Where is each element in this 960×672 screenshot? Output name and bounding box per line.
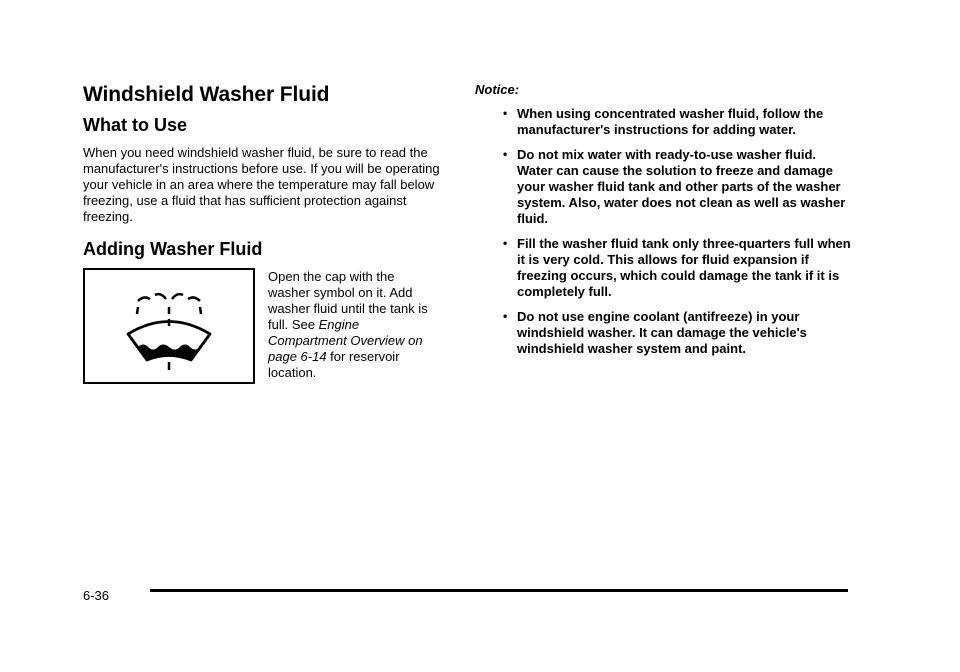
page-number: 6-36: [83, 588, 110, 603]
windshield-washer-symbol-icon: [124, 281, 214, 371]
bullet-icon: •: [503, 106, 508, 120]
bullet-icon: •: [503, 147, 508, 161]
notice-item-text: When using concentrated washer fluid, follow the manufacturer's instructions for adding water.: [517, 106, 824, 137]
what-to-use-heading: What to Use: [83, 115, 188, 136]
adding-washer-fluid-heading: Adding Washer Fluid: [83, 238, 263, 259]
left-column: [83, 82, 453, 384]
bullet-icon: •: [503, 309, 508, 323]
notice-list: [475, 106, 855, 357]
notice-label: Notice:: [475, 82, 520, 97]
notice-item: [503, 309, 855, 357]
notice-item-text: Do not use engine coolant (antifreeze) in your windshield washer. It can damage the vehicle's windshield washer system and paint.: [517, 309, 807, 356]
notice-item: [503, 106, 855, 138]
bullet-icon: •: [503, 236, 508, 250]
notice-item-text: Fill the washer fluid tank only three-quarters full when it is very cold. This allows for fluid expansion if freezing occurs, which could damage the tank if it is completely full.: [517, 236, 851, 299]
adding-text-before: Open the cap with the washer symbol on it. Add washer fluid until the tank is full. See: [268, 269, 428, 333]
right-column: [475, 82, 855, 366]
notice-item: [503, 236, 855, 300]
adding-washer-fluid-row: [83, 268, 453, 384]
section-title: Windshield Washer Fluid: [83, 83, 330, 106]
footer-rule: [150, 589, 848, 592]
notice-item: [503, 147, 855, 227]
engine-compartment-reference[interactable]: Engine Compartment Overview on page 6-14: [268, 317, 423, 365]
adding-washer-fluid-text: [268, 268, 438, 381]
what-to-use-body: When you need windshield washer fluid, be sure to read the manufacturer's instructions before use. If you will be operating your vehicle in an area where the temperature may fall below freezing, use a fluid that has sufficient protection against freezing.: [83, 144, 440, 224]
adding-text-after: for reservoir location.: [268, 349, 400, 381]
notice-item-text: Do not mix water with ready-to-use washer fluid. Water can cause the solution to freeze and damage your washer fluid tank and other parts of the washer system. Also, water does not clean as well as washer fluid.: [517, 147, 846, 226]
washer-symbol-box: [83, 268, 255, 384]
